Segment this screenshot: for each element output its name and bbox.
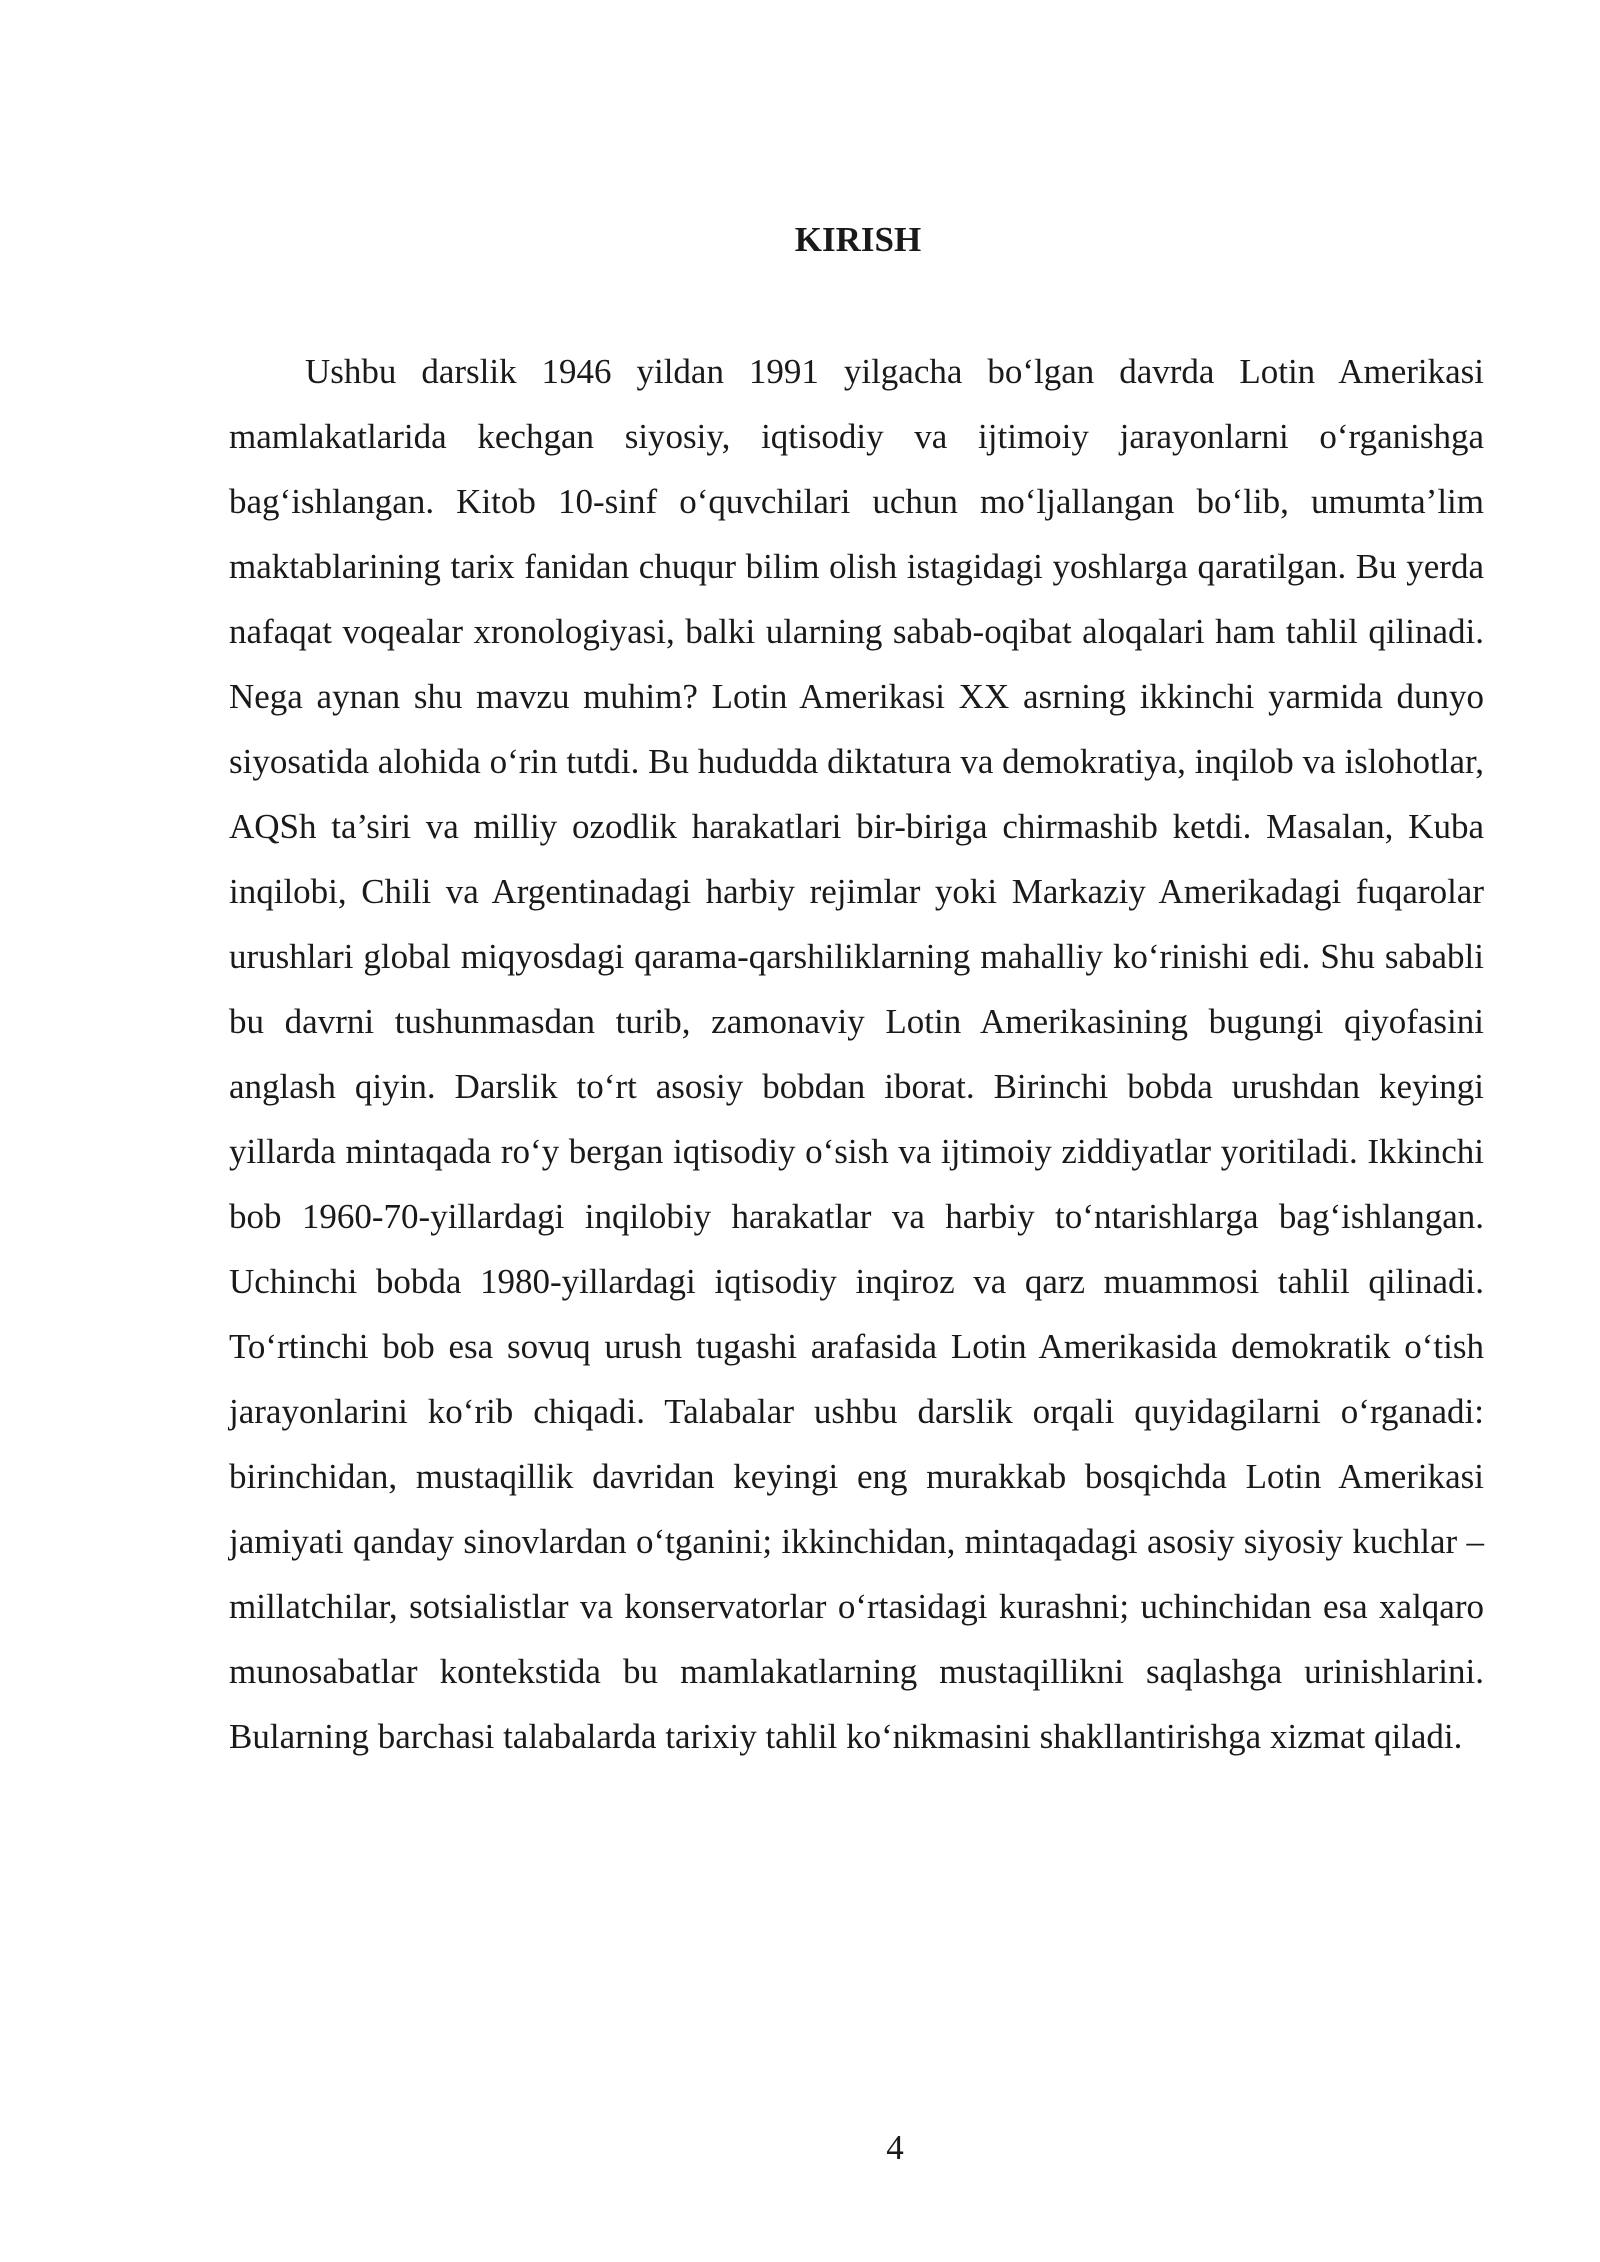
body-paragraph: Ushbu darslik 1946 yildan 1991 yilgacha bo‘lgan davrda Lotin Amerikasi mamlakatlarida kechgan siyosiy, iqtisodiy va ijtimoiy jarayonlarni o‘rganishga bag‘ishlangan. Kitob 10-sinf o‘quvchilari uchun mo‘ljallangan bo‘lib, umumta’lim maktablarining tarix fanidan chuqur bilim olish istagidagi yoshlarga qaratilgan. Bu yerda nafaqat voqealar xronologiyasi, balki ularning sabab-oqibat aloqalari ham tahlil qilinadi. Nega aynan shu mavzu muhim? Lotin Amerikasi XX asrning ikkinchi yarmida dunyo siyosatida alohida o‘rin tutdi. Bu hududda diktatura va demokratiya, inqilob va islohotlar, AQSh ta’siri va milliy ozodlik harakatlari bir-biriga chirmashib ketdi. Masalan, Kuba inqilobi, Chili va Argentinadagi harbiy rejimlar yoki Markaziy Amerikadagi fuqarolar urushlari global miqyosdagi qarama-qarshiliklarning mahalliy ko‘rinishi edi. Shu sababli bu davrni tushunmasdan turib, zamonaviy Lotin Amerikasining bugungi qiyofasini anglash qiyin. Darslik to‘rt asosiy bobdan iborat. Birinchi bobda urushdan keyingi yillarda mintaqada ro‘y bergan iqtisodiy o‘sish va ijtimoiy ziddiyatlar yoritiladi. Ikkinchi bob 1960-70-yillardagi inqilobiy harakatlar va harbiy to‘ntarishlarga bag‘ishlangan. Uchinchi bobda 1980-yillardagi iqtisodiy inqiroz va qarz muammosi tahlil qilinadi. To‘rtinchi bob esa sovuq urush tugashi arafasida Lotin Amerikasida demokratik o‘tish jarayonlarini ko‘rib chiqadi. Talabalar ushbu darslik orqali quyidagilarni o‘rganadi: birinchidan, mustaqillik davridan keyingi eng murakkab bosqichda Lotin Amerikasi jamiyati qanday sinovlardan o‘tganini; ikkinchidan, mintaqadagi asosiy siyosiy kuchlar – millatchilar, sotsialistlar va konservatorlar o‘rtasidagi kurashni; uchinchidan esa xalqaro munosabatlar kontekstida bu mamlakatlarning mustaqillikni saqlashga urinishlarini. Bularning barchasi talabalarda tarixiy tahlil ko‘nikmasini shakllantirishga xizmat qiladi. — [229, 352, 1484, 1756]
page-title: KIRISH — [794, 220, 922, 259]
page-number: 4 — [886, 2128, 904, 2167]
